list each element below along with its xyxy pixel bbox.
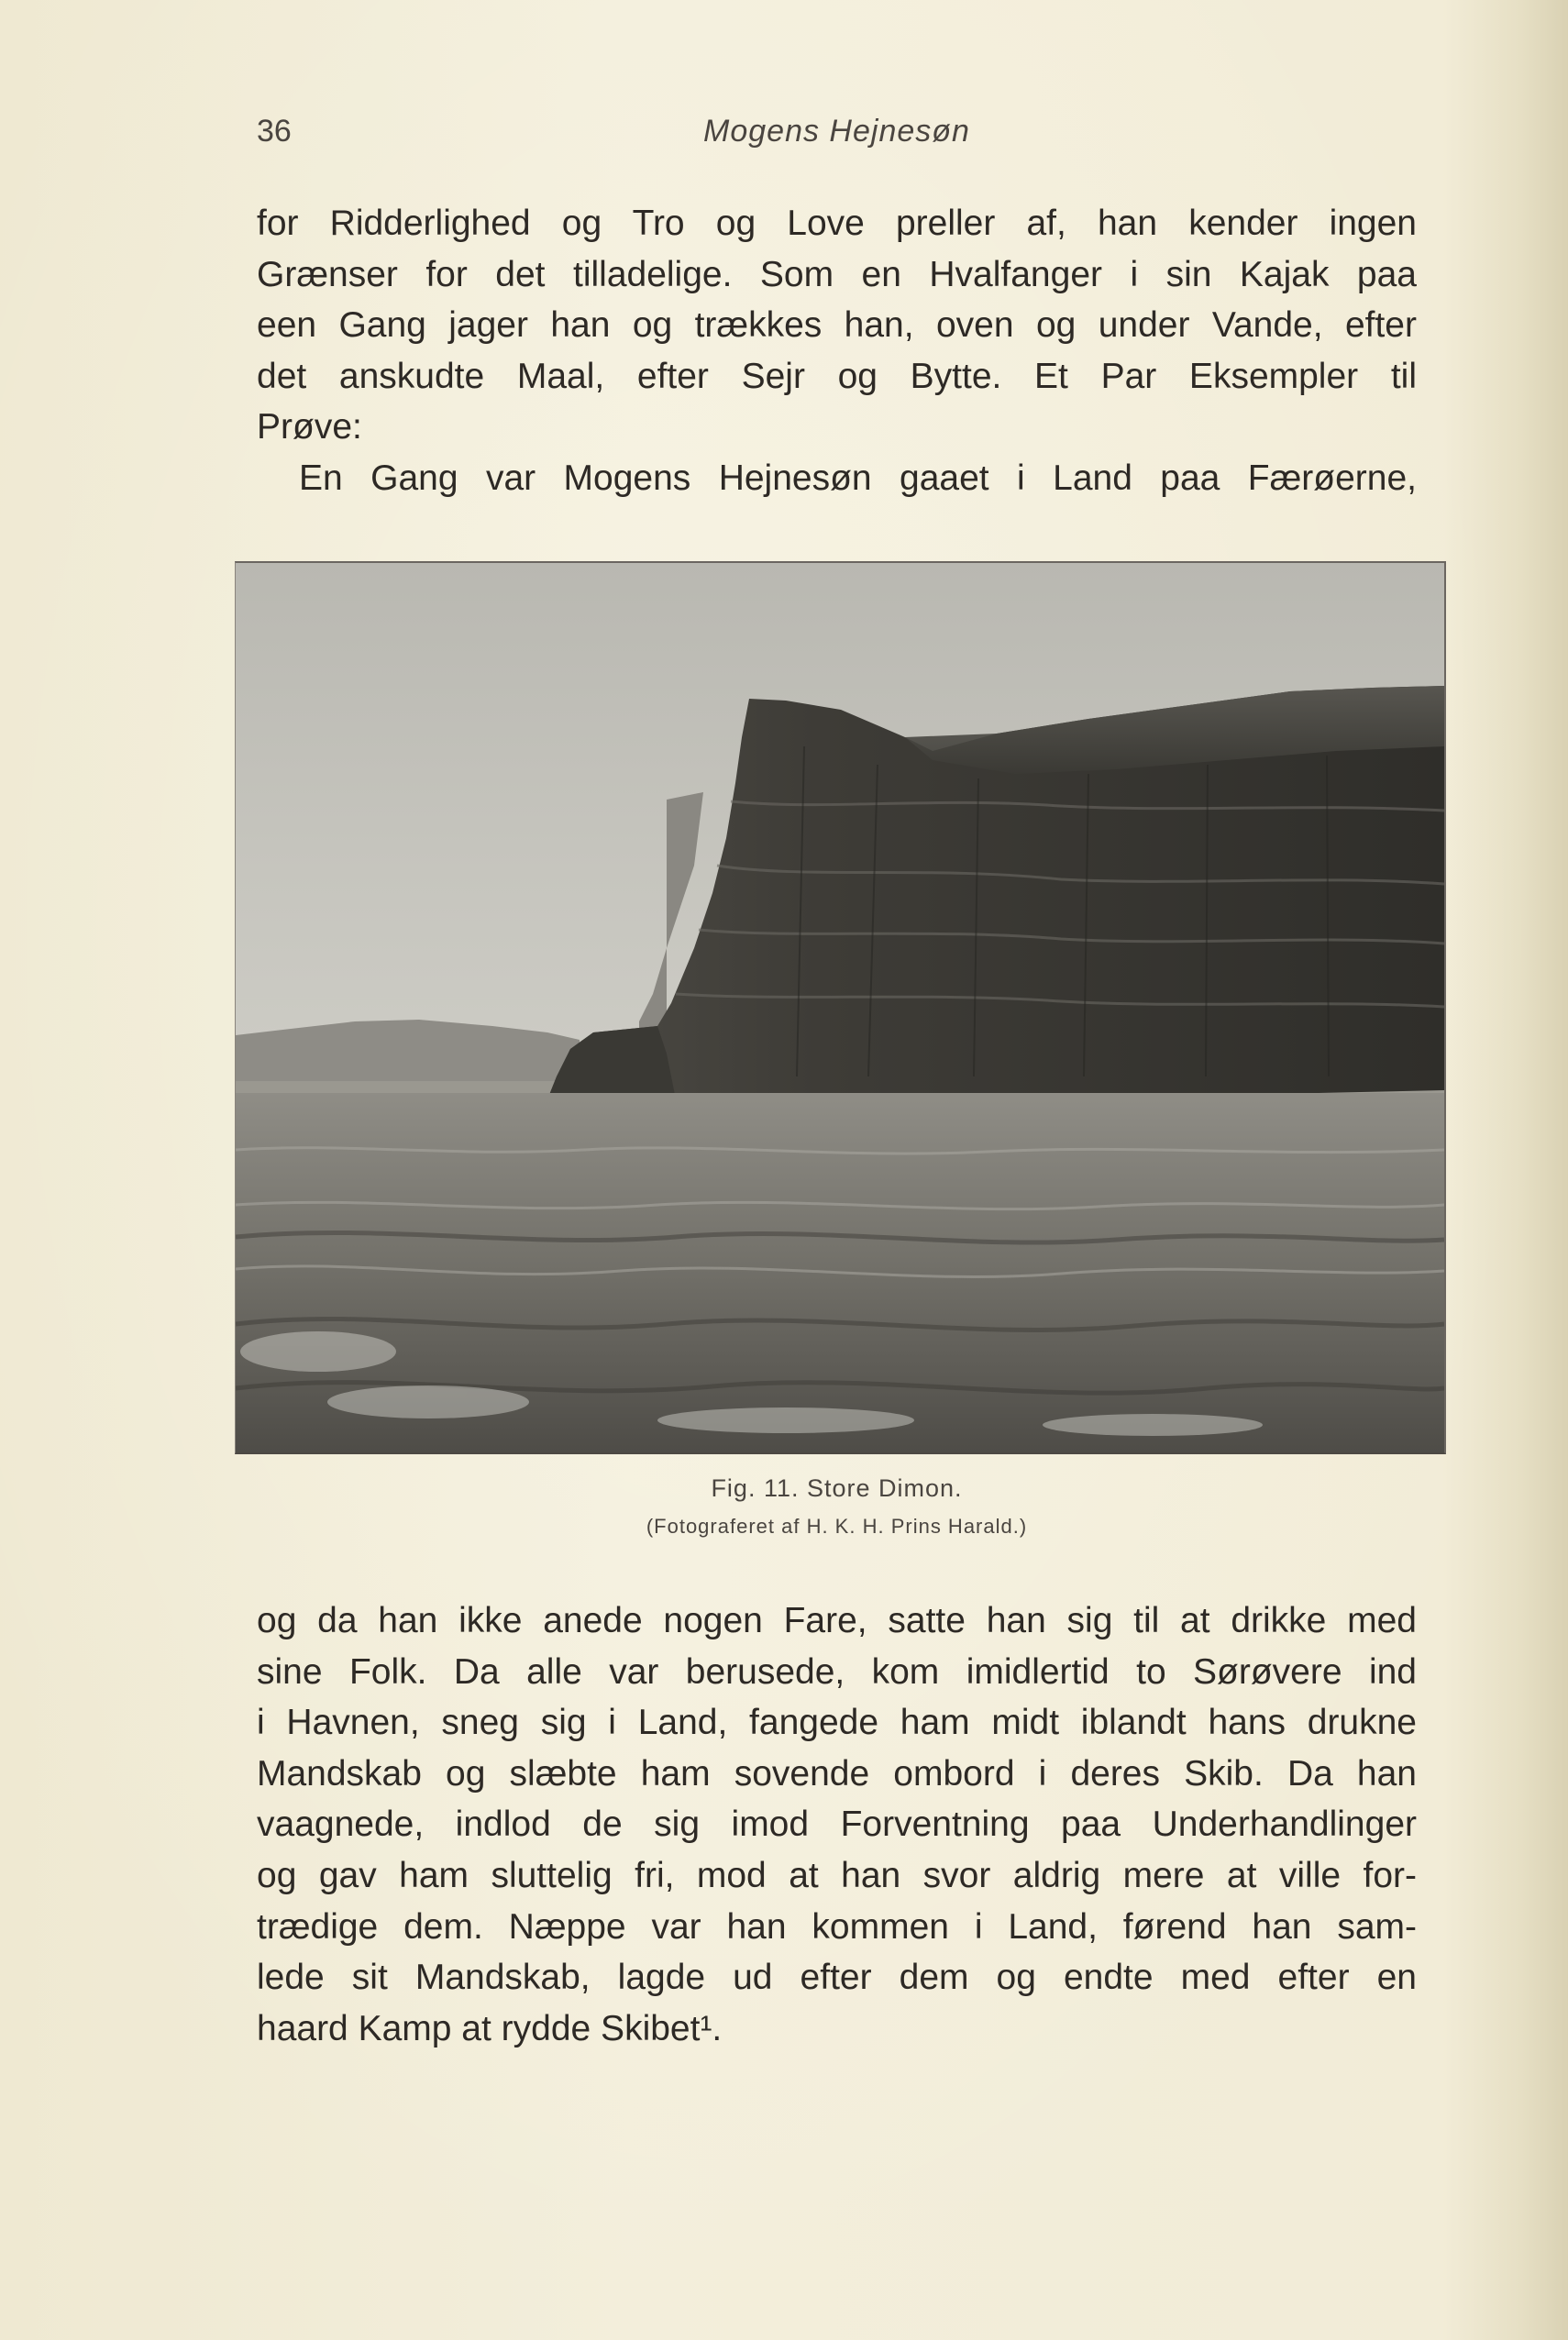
text-line: vaagnede, indlod de sig imod Forventning paa Underhandlinger — [257, 1805, 1417, 1845]
cliff-photograph — [236, 563, 1444, 1452]
text-line: og da han ikke anede nogen Fare, satte han sig til at drikke med — [257, 1601, 1417, 1640]
text-line: i Havnen, sneg sig i Land, fangede ham midt iblandt hans drukne — [257, 1703, 1417, 1743]
page-number: 36 — [257, 114, 292, 149]
figure-photo-store-dimon — [235, 561, 1446, 1454]
figure-credit: (Fotograferet af H. K. H. Prins Harald.) — [646, 1515, 1028, 1538]
text-line: een Gang jager han og trækkes han, oven og under Vande, efter — [257, 305, 1417, 346]
running-head — [257, 114, 1417, 160]
text-line: haard Kamp at rydde Skibet¹. — [257, 2008, 723, 2048]
text-line: Prøve: — [257, 407, 362, 447]
text-line: det anskudte Maal, efter Sejr og Bytte. Et Par Eksempler til — [257, 356, 1417, 396]
text-line: for Ridderlighed og Tro og Love preller af, han kender ingen — [257, 204, 1417, 243]
text-line: og gav ham sluttelig fri, mod at han svor aldrig mere at ville for- — [257, 1855, 1417, 1895]
text-line: trædige dem. Næppe var han kommen i Land, førend han sam- — [257, 1906, 1417, 1947]
text-line: En Gang var Mogens Hejnesøn gaaet i Land paa Færøerne, — [299, 458, 1417, 498]
paragraph-top — [257, 198, 1417, 504]
figure-caption: Fig. 11. Store Dimon. — [711, 1474, 963, 1502]
text-line: Grænser for det tilladelige. Som en Hvalfanger i sin Kajak paa — [257, 254, 1417, 294]
paragraph-bottom — [257, 1595, 1417, 2054]
text-line: sine Folk. Da alle var berusede, kom imidlertid to Sørøvere ind — [257, 1651, 1417, 1692]
text-line: Mandskab og slæbte ham sovende ombord i deres Skib. Da han — [257, 1753, 1417, 1794]
text-line: lede sit Mandskab, lagde ud efter dem og endte med efter en — [257, 1958, 1417, 1998]
running-title: Mogens Hejnesøn — [703, 114, 970, 149]
